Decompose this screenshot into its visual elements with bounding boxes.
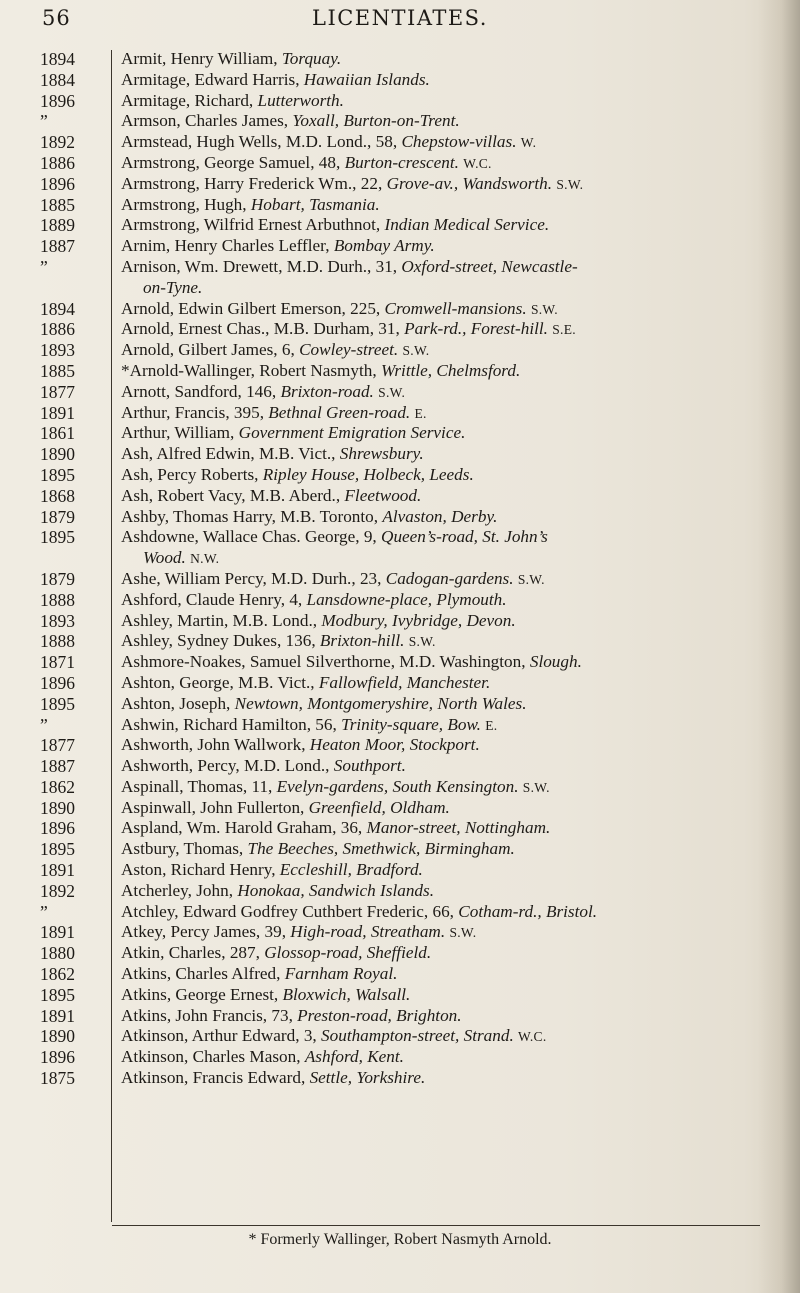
entry-year: 1896 [40,818,75,839]
list-item [121,611,761,632]
entry-name: Ash, Percy Roberts, [121,464,263,484]
list-item [121,1068,761,1089]
list-item [121,444,761,465]
list-item [121,985,761,1006]
year-column [40,49,112,1089]
list-item [121,423,761,444]
entry-postal-district: S.W. [378,384,406,400]
list-item [121,340,761,361]
entry-year: 1877 [40,381,75,402]
entry-year: 1895 [40,464,75,485]
entry-name: Armstead, Hugh Wells, M.D. Lond., 58, [121,132,402,152]
entry-name: Armstrong, George Samuel, 48, [121,152,345,172]
list-item [121,777,761,798]
entry-address: Hobart, Tasmania. [250,194,380,214]
entry-postal-district: W.C. [463,155,492,171]
entry-address: Ripley House, Holbeck, Leeds. [262,464,474,484]
entry-address: Park-rd., Forest-hill. [404,319,548,339]
entry-year: 1890 [40,797,75,818]
entry-year: 1875 [40,1068,75,1089]
entry-name: Aspland, Wm. Harold Graham, 36, [121,818,367,838]
entry-postal-district: S.W. [530,301,558,317]
list-item [121,153,761,174]
list-item [121,70,761,91]
list-item-continuation [121,548,761,569]
list-item [121,299,761,320]
list-item [121,798,761,819]
entry-name: Astbury, Thomas, [121,839,248,859]
entry-year: 1892 [40,880,75,901]
entry-name: Atcherley, John, [121,880,238,900]
list-item-continuation [121,278,761,299]
entry-postal-district: W. [520,135,537,151]
entry-address: Farnham Royal. [284,964,398,984]
entry-address: Cadogan-gardens. [385,568,514,588]
entry-name: *Arnold-Wallinger, Robert Nasmyth, [121,360,381,380]
entry-address: Preston-road, Brighton. [297,1005,462,1025]
entry-address: Eccleshill, Bradford. [279,860,423,880]
entry-address: Slough. [529,652,582,672]
list-item [121,964,761,985]
entry-year: 1895 [40,984,75,1005]
entry-name: Arnott, Sandford, 146, [121,381,281,401]
entry-postal-district: S.W. [522,779,550,795]
entry-address: Glossop-road, Sheffield. [264,943,432,963]
entry-year: 1896 [40,1047,75,1068]
list-item [121,403,761,424]
entry-name: Armitage, Edward Harris, [121,69,304,89]
entry-name: Armstrong, Wilfrid Ernest Arbuthnot, [121,215,385,235]
entry-year: 1890 [40,1026,75,1047]
list-item [121,860,761,881]
entry-name: Atkey, Percy James, 39, [121,922,291,942]
entry-address: Yoxall, Burton-on-Trent. [292,111,460,131]
entry-year: 1891 [40,860,75,881]
entry-address: Wood. [143,548,186,568]
list-item [121,839,761,860]
entry-address: on-Tyne. [143,277,203,297]
page-edge-shadow [758,0,800,1293]
entry-address: Writtle, Chelmsford. [381,360,521,380]
entry-address: Heaton Moor, Stockport. [309,735,480,755]
entry-year: 1887 [40,756,75,777]
entry-name: Ash, Alfred Edwin, M.B. Vict., [121,444,340,464]
entry-address: Brixton-hill. [319,631,405,651]
entry-name: Ashby, Thomas Harry, M.B. Toronto, [121,506,383,526]
entry-year: ” [40,256,48,277]
entry-year: 1890 [40,444,75,465]
entry-name: Arthur, Francis, 395, [121,402,269,422]
entry-name: Ashford, Claude Henry, 4, [121,589,307,609]
entry-name: Atkins, John Francis, 73, [121,1005,298,1025]
entry-address: Greenfield, Oldham. [308,797,450,817]
entry-address: Cromwell-mansions. [384,298,527,318]
entry-address: Torquay. [281,49,342,68]
list-item [121,465,761,486]
list-item [121,922,761,943]
entry-address: Settle, Yorkshire. [309,1068,426,1088]
entry-address: Lutterworth. [257,90,344,110]
entry-year: 1868 [40,485,75,506]
list-item [121,590,761,611]
list-item [121,49,761,70]
entry-address: Fallowfield, Manchester. [318,672,491,692]
entry-address: Fleetwood. [344,485,422,505]
entry-postal-district: E. [485,717,498,733]
list-item [121,215,761,236]
entry-address: Cowley-street. [299,340,399,360]
entry-name: Ash, Robert Vacy, M.B. Aberd., [121,485,345,505]
entry-year: 1892 [40,132,75,153]
entry-address: Alvaston, Derby. [382,506,498,526]
entry-postal-district: S.W. [517,571,545,587]
list-item [121,361,761,382]
list-item [121,319,761,340]
entry-year: 1895 [40,693,75,714]
entry-name: Ashton, George, M.B. Vict., [121,672,319,692]
entry-name: Ashdowne, Wallace Chas. George, 9, [121,527,382,547]
entry-name: Armstrong, Hugh, [121,194,251,214]
entry-year: 1887 [40,236,75,257]
entry-year: 1895 [40,527,75,548]
entry-address: Lansdowne-place, Plymouth. [306,589,507,609]
entry-address: Brixton-road. [280,381,374,401]
list-item [121,382,761,403]
entry-postal-district: E. [414,405,427,421]
list-item [121,91,761,112]
list-item [121,735,761,756]
entry-postal-district: S.W. [556,176,584,192]
entry-year: 1879 [40,506,75,527]
entry-address: The Beeches, Smethwick, Birmingham. [247,839,515,859]
column-divider [111,50,112,1222]
entry-year: 1896 [40,173,75,194]
entry-year: 1871 [40,652,75,673]
list-item [121,756,761,777]
entry-year: ” [40,111,48,132]
list-item [121,527,761,548]
entry-address: Indian Medical Service. [384,215,550,235]
entry-address: High-road, Streatham. [290,922,446,942]
entry-name: Ashley, Sydney Dukes, 136, [121,631,320,651]
entry-year: 1880 [40,943,75,964]
list-item [121,673,761,694]
entry-year: 1885 [40,194,75,215]
entry-name: Arthur, William, [121,423,239,443]
list-item [121,818,761,839]
entry-name: Ashmore-Noakes, Samuel Silverthorne, M.D. Washington, [121,652,530,672]
list-item [121,174,761,195]
list-item [121,195,761,216]
list-item [121,111,761,132]
list-item [121,943,761,964]
entry-name: Armit, Henry William, [121,49,282,68]
entry-name: Ashton, Joseph, [121,693,235,713]
list-item [121,486,761,507]
entry-address: Honokaa, Sandwich Islands. [237,880,435,900]
entry-address: Modbury, Ivybridge, Devon. [321,610,516,630]
entry-year: 1884 [40,69,75,90]
entry-address: Chepstow-villas. [401,132,517,152]
entry-name: Aston, Richard Henry, [121,860,280,880]
entry-name: Atchley, Edward Godfrey Cuthbert Frederic, 66, [121,901,459,921]
entry-name: Ashworth, Percy, M.D. Lond., [121,756,334,776]
entry-year: 1888 [40,631,75,652]
entry-name: Aspinwall, John Fullerton, [121,797,309,817]
list-item [121,881,761,902]
entry-address: Evelyn-gardens, South Kensington. [276,776,519,796]
entry-year: 1894 [40,49,75,69]
list-item [121,236,761,257]
entry-name: Atkinson, Charles Mason, [121,1047,305,1067]
list-item [121,902,761,923]
entry-name: Arnold, Ernest Chas., M.B. Durham, 31, [121,319,405,339]
entry-year: 1879 [40,568,75,589]
entry-name: Ashworth, John Wallwork, [121,735,310,755]
entry-year: 1861 [40,423,75,444]
running-head: LICENTIATES. [312,6,488,30]
list-item [121,507,761,528]
entry-address: Burton-crescent. [344,152,459,172]
entry-year [40,548,112,569]
entry-address: Oxford-street, Newcastle- [401,256,578,276]
entry-postal-district: N.W. [190,551,220,567]
entry-postal-district: S.W. [449,925,477,941]
entry-year: 1896 [40,672,75,693]
entry-year: 1862 [40,964,75,985]
entry-year: 1893 [40,340,75,361]
entry-year: ” [40,901,48,922]
list-item [121,257,761,278]
entry-year: ” [40,714,48,735]
footnote: * Formerly Wallinger, Robert Nasmyth Arnold. [248,1231,552,1248]
entry-year: 1891 [40,922,75,943]
entry-year: 1893 [40,610,75,631]
entry-name: Ashwin, Richard Hamilton, 56, [121,714,342,734]
list-item [121,569,761,590]
entry-name: Ashe, William Percy, M.D. Durh., 23, [121,568,386,588]
entry-year: 1894 [40,298,75,319]
entry-address: Shrewsbury. [339,444,424,464]
entry-address: Manor-street, Nottingham. [366,818,551,838]
entry-year: 1885 [40,360,75,381]
entry-name: Atkins, Charles Alfred, [121,964,285,984]
list-item [121,1006,761,1027]
entry-address: Newtown, Montgomeryshire, North Wales. [234,693,527,713]
entry-name: Armstrong, Harry Frederick Wm., 22, [121,173,387,193]
entry-postal-district: S.E. [552,322,576,338]
list-item [121,652,761,673]
entry-year: 1891 [40,1005,75,1026]
entry-name: Atkinson, Francis Edward, [121,1068,310,1088]
entry-address: Queen’s-road, St. John’s [381,527,548,547]
entry-year: 1886 [40,152,75,173]
entry-name: Atkinson, Arthur Edward, 3, [121,1026,322,1046]
entry-address: Bethnal Green-road. [268,402,411,422]
entry-name: Arnim, Henry Charles Leffler, [121,236,334,256]
entry-year: 1886 [40,319,75,340]
entry-name: Ashley, Martin, M.B. Lond., [121,610,322,630]
entry-address: Southport. [333,756,406,776]
entry-address: Trinity-square, Bow. [341,714,481,734]
entry-name: Aspinall, Thomas, 11, [121,776,277,796]
list-item [121,1047,761,1068]
entry-year: 1862 [40,776,75,797]
page-number: 56 [42,6,71,30]
entry-name: Armson, Charles James, [121,111,293,131]
list-item [121,631,761,652]
footnote-rule [112,1225,760,1226]
entry-address: Grove-av., Wandsworth. [386,173,553,193]
entry-year: 1889 [40,215,75,236]
entry-address: Bombay Army. [333,236,435,256]
list-item [121,715,761,736]
entry-address: Cotham-rd., Bristol. [458,901,598,921]
entry-address: Hawaiian Islands. [303,69,430,89]
entry-year: 1888 [40,589,75,610]
entry-year: 1896 [40,90,75,111]
entry-name: Atkin, Charles, 287, [121,943,265,963]
entry-address: Government Emigration Service. [238,423,466,443]
entry-address: Bloxwich, Walsall. [282,984,411,1004]
entry-address: Southampton-street, Strand. [321,1026,514,1046]
entry-address: Ashford, Kent. [304,1047,404,1067]
entry-postal-district: W.C. [518,1029,547,1045]
entry-column [121,49,761,1089]
entry-name: Arnison, Wm. Drewett, M.D. Durh., 31, [121,256,402,276]
entry-name: Arnold, Edwin Gilbert Emerson, 225, [121,298,385,318]
entry-name: Armitage, Richard, [121,90,258,110]
entry-year: 1895 [40,839,75,860]
entry-name: Arnold, Gilbert James, 6, [121,340,300,360]
list-item [121,694,761,715]
entry-year [40,278,112,299]
list-item [121,132,761,153]
entry-postal-district: S.W. [402,343,430,359]
entry-year: 1891 [40,402,75,423]
entry-name: Atkins, George Ernest, [121,984,283,1004]
entry-postal-district: S.W. [408,634,436,650]
entry-year: 1877 [40,735,75,756]
list-item [121,1026,761,1047]
